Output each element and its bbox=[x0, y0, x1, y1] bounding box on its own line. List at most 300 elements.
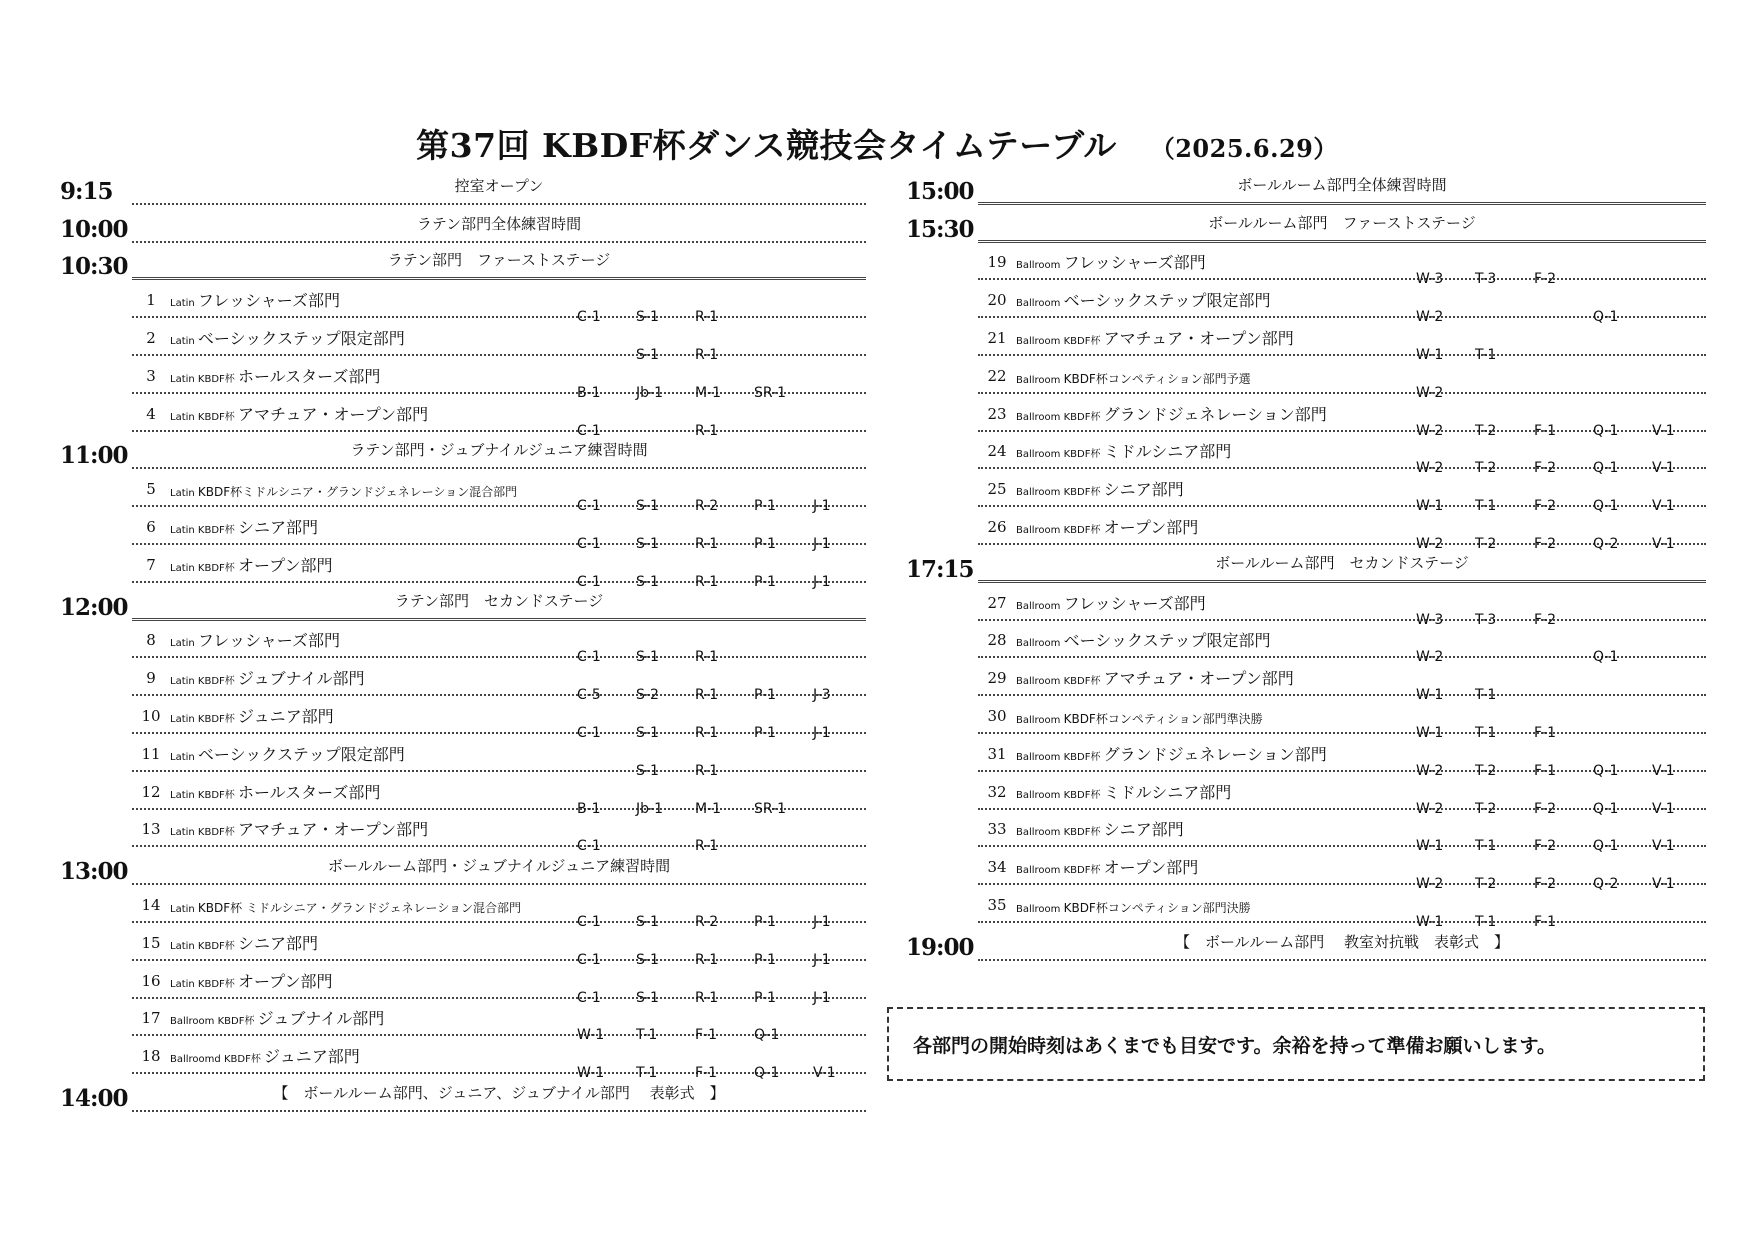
event-prefix: KBDF杯 bbox=[1063, 865, 1104, 877]
row-body bbox=[132, 621, 866, 666]
dance-heat: F-2 bbox=[1534, 535, 1557, 552]
section-label: 【 ボールルーム部門、ジュニア、ジュブナイル部門 表彰式 】 bbox=[273, 1083, 725, 1102]
dance-heat: T-1 bbox=[1475, 498, 1497, 515]
dance-heat: P-1 bbox=[754, 687, 777, 704]
event-style: Ballroom bbox=[1016, 600, 1064, 612]
event-row bbox=[60, 885, 866, 930]
event-row bbox=[60, 999, 866, 1044]
event-name: ベーシックステップ限定部門 bbox=[197, 744, 405, 764]
event-number: 19 bbox=[987, 253, 1007, 272]
event-name: ベーシックステップ限定部門 bbox=[1063, 291, 1271, 311]
dance-heat: V-1 bbox=[1652, 838, 1675, 855]
event-number: 3 bbox=[146, 366, 156, 385]
event-style: Latin bbox=[170, 751, 198, 763]
event-category bbox=[170, 780, 380, 803]
row-body bbox=[132, 356, 866, 401]
event-name: シニア部門 bbox=[1103, 480, 1184, 500]
row-body bbox=[978, 432, 1706, 477]
dance-heat: W-2 bbox=[1416, 422, 1444, 439]
time-label: 13:00 bbox=[60, 858, 128, 886]
dance-heat: T-1 bbox=[1475, 346, 1497, 363]
event-category bbox=[1016, 855, 1198, 878]
event-name: アマチュア・オープン部門 bbox=[237, 820, 429, 840]
row-body bbox=[132, 696, 866, 741]
dance-heat: F-1 bbox=[695, 1065, 718, 1082]
event-name: アマチュア・オープン部門 bbox=[1103, 328, 1294, 348]
section-label: ラテン部門 セカンドステージ bbox=[394, 591, 604, 610]
dance-heat: W-1 bbox=[1416, 913, 1444, 930]
dance-heat: P-1 bbox=[754, 913, 777, 930]
dance-heat: J-1 bbox=[813, 951, 831, 968]
event-prefix: KBDF杯 bbox=[197, 978, 238, 990]
dance-heat: B-1 bbox=[577, 800, 601, 817]
dance-heat: J-3 bbox=[813, 687, 831, 704]
dance-heat: R-2 bbox=[695, 913, 719, 930]
event-category bbox=[170, 1006, 384, 1029]
row-body bbox=[978, 469, 1706, 515]
event-prefix: KBDF杯 bbox=[1063, 751, 1104, 763]
dance-heat: S-2 bbox=[636, 687, 659, 704]
dance-heat: Q-1 bbox=[1593, 762, 1619, 779]
event-number: 13 bbox=[141, 820, 161, 839]
event-prefix: KBDF杯コンペティション部門決勝 bbox=[1063, 900, 1251, 915]
event-category bbox=[170, 553, 333, 576]
event-row bbox=[60, 394, 866, 439]
event-row bbox=[60, 1036, 866, 1082]
row-body bbox=[132, 394, 866, 439]
dance-heat: T-1 bbox=[1475, 687, 1497, 704]
time-slot-row bbox=[60, 847, 866, 885]
row-body bbox=[132, 999, 866, 1044]
dance-heat: F-2 bbox=[1534, 460, 1557, 477]
event-number: 25 bbox=[987, 480, 1007, 499]
event-category bbox=[1016, 591, 1206, 614]
row-body bbox=[132, 885, 866, 930]
time-label: 19:00 bbox=[906, 933, 974, 961]
event-row bbox=[60, 923, 866, 968]
event-row bbox=[60, 356, 866, 401]
event-row bbox=[906, 583, 1706, 628]
event-style: Latin bbox=[170, 488, 198, 500]
event-category bbox=[1016, 817, 1184, 840]
row-body bbox=[132, 923, 866, 968]
event-number: 27 bbox=[987, 593, 1007, 612]
row-body bbox=[978, 545, 1706, 583]
dance-heat: T-2 bbox=[1475, 762, 1497, 779]
event-category bbox=[1016, 742, 1327, 765]
dance-heat: R-1 bbox=[695, 535, 719, 552]
dance-heat: F-2 bbox=[1534, 838, 1557, 855]
dance-heat: R-1 bbox=[695, 687, 719, 704]
row-body bbox=[978, 356, 1706, 401]
event-name: ホールスターズ部門 bbox=[237, 366, 381, 386]
dance-heat: J-1 bbox=[813, 573, 831, 590]
event-category bbox=[1016, 326, 1294, 349]
event-style: Latin bbox=[170, 411, 198, 423]
event-row bbox=[60, 658, 866, 704]
event-number: 7 bbox=[146, 555, 156, 574]
dance-heat: F-1 bbox=[1534, 724, 1557, 741]
row-body bbox=[132, 1036, 866, 1082]
section-label: ボールルーム部門・ジュブナイルジュニア練習時間 bbox=[327, 857, 671, 876]
section-label: ラテン部門全体練習時間 bbox=[416, 214, 582, 233]
dance-heat: T-2 bbox=[1475, 460, 1497, 477]
row-body bbox=[132, 734, 866, 779]
dance-heat: W-2 bbox=[1416, 460, 1444, 477]
dance-heat: F-2 bbox=[1534, 800, 1557, 817]
event-category bbox=[170, 288, 340, 311]
time-label: 12:00 bbox=[60, 593, 128, 621]
dance-heat: C-5 bbox=[577, 687, 601, 704]
time-slot-row bbox=[60, 432, 866, 470]
section-label: ボールルーム部門 セカンドステージ bbox=[1215, 553, 1469, 572]
dance-heat: S-1 bbox=[636, 498, 659, 515]
dance-heat: F-2 bbox=[1534, 876, 1557, 893]
event-name: ジュブナイル部門 bbox=[237, 669, 365, 689]
event-row bbox=[60, 696, 866, 741]
time-label: 15:00 bbox=[906, 177, 974, 205]
event-name: シニア部門 bbox=[1103, 820, 1184, 840]
dance-heat: M-1 bbox=[695, 800, 722, 817]
dance-heat: C-1 bbox=[577, 724, 601, 741]
dance-heat: R-1 bbox=[695, 762, 719, 779]
event-name: フレッシャーズ部門 bbox=[1063, 253, 1206, 273]
dance-heat: J-1 bbox=[813, 989, 831, 1006]
dance-heat: C-1 bbox=[577, 838, 601, 855]
event-style: Latin bbox=[170, 978, 198, 990]
event-style: Latin bbox=[170, 827, 198, 839]
dance-heat: T-1 bbox=[1475, 838, 1497, 855]
dance-heat: W-2 bbox=[1416, 762, 1444, 779]
event-prefix: KBDF杯 bbox=[1063, 449, 1104, 461]
dance-heat: W-1 bbox=[1416, 346, 1444, 363]
row-body bbox=[978, 658, 1706, 704]
dance-heat: C-1 bbox=[577, 951, 601, 968]
dance-heat: F-2 bbox=[1534, 271, 1557, 288]
time-slot-row bbox=[60, 1074, 866, 1112]
event-category bbox=[170, 481, 517, 500]
time-label: 10:30 bbox=[60, 253, 128, 281]
row-body bbox=[978, 243, 1706, 288]
row-body bbox=[978, 923, 1706, 961]
event-prefix: KBDF杯 bbox=[197, 713, 238, 725]
row-body bbox=[132, 469, 866, 515]
event-number: 23 bbox=[987, 404, 1007, 423]
event-number: 17 bbox=[141, 1009, 161, 1028]
event-row bbox=[906, 280, 1706, 326]
event-category bbox=[1016, 780, 1231, 803]
event-style: Ballroom bbox=[1016, 903, 1064, 915]
event-prefix: KBDF杯 bbox=[1063, 487, 1104, 499]
event-number: 15 bbox=[141, 933, 161, 952]
dance-heat: Q-2 bbox=[1593, 876, 1619, 893]
event-row bbox=[906, 847, 1706, 893]
event-row bbox=[60, 621, 866, 666]
row-body bbox=[132, 583, 866, 621]
event-number: 1 bbox=[146, 291, 156, 310]
event-name: オープン部門 bbox=[1103, 517, 1199, 537]
row-body bbox=[132, 507, 866, 552]
section-label: 【 ボールルーム部門 教室対抗戦 表彰式 】 bbox=[1174, 932, 1510, 951]
event-row bbox=[60, 280, 866, 326]
dance-heat: C-1 bbox=[577, 309, 601, 326]
time-slot-row bbox=[60, 583, 866, 621]
event-style: Ballroomd bbox=[170, 1054, 224, 1066]
event-category bbox=[1016, 368, 1251, 387]
event-row bbox=[906, 394, 1706, 439]
time-slot-row bbox=[906, 167, 1706, 205]
event-style: Latin bbox=[170, 335, 198, 347]
event-style: Latin bbox=[170, 903, 198, 915]
event-style: Ballroom bbox=[1016, 789, 1064, 801]
row-body bbox=[132, 658, 866, 704]
row-body bbox=[978, 885, 1706, 930]
dance-heat: Q-1 bbox=[1593, 498, 1619, 515]
section-label: ボールルーム部門 ファーストステージ bbox=[1208, 213, 1476, 232]
event-category bbox=[1016, 897, 1251, 916]
dance-heat: W-1 bbox=[1416, 498, 1444, 515]
row-body bbox=[978, 696, 1706, 741]
dance-heat: S-1 bbox=[636, 573, 659, 590]
dance-heat: T-1 bbox=[1475, 724, 1497, 741]
dance-heat: Q-1 bbox=[754, 1027, 780, 1044]
event-number: 4 bbox=[146, 404, 156, 423]
event-category bbox=[170, 364, 380, 387]
dance-heat: Jb-1 bbox=[636, 384, 663, 401]
dance-heat: J-1 bbox=[813, 724, 831, 741]
event-prefix: KBDF杯 bbox=[197, 373, 238, 385]
time-label: 10:00 bbox=[60, 215, 128, 243]
time-slot-row bbox=[60, 205, 866, 243]
event-number: 20 bbox=[987, 291, 1007, 310]
event-prefix: KBDF杯 bbox=[197, 940, 238, 952]
row-body bbox=[132, 810, 866, 855]
event-name: ジュニア部門 bbox=[237, 706, 334, 726]
event-style: Latin bbox=[170, 713, 198, 725]
event-row bbox=[60, 507, 866, 552]
event-prefix: KBDF杯 bbox=[197, 524, 238, 536]
event-number: 26 bbox=[987, 517, 1007, 536]
event-number: 28 bbox=[987, 631, 1007, 650]
right-schedule-column bbox=[906, 167, 1706, 961]
dance-heat: Q-1 bbox=[754, 1065, 780, 1082]
event-row bbox=[906, 772, 1706, 817]
dance-heat: P-1 bbox=[754, 535, 777, 552]
dance-heat: T-2 bbox=[1475, 876, 1497, 893]
event-style: Latin bbox=[170, 940, 198, 952]
dance-heat: B-1 bbox=[577, 384, 601, 401]
dance-heat: T-3 bbox=[1475, 611, 1497, 628]
event-prefix: KBDF杯ミドルシニア・グランドジェネレーション混合部門 bbox=[197, 485, 518, 500]
event-name: ミドルシニア部門 bbox=[1103, 442, 1232, 462]
event-prefix: KBDF杯 bbox=[197, 676, 238, 688]
dance-heat: R-1 bbox=[695, 724, 719, 741]
dance-heat: T-1 bbox=[636, 1065, 658, 1082]
event-category bbox=[170, 515, 318, 538]
dance-heat: Q-2 bbox=[1593, 535, 1619, 552]
dance-heat: Q-1 bbox=[1593, 309, 1619, 326]
event-prefix: KBDF杯コンペティション部門予選 bbox=[1063, 371, 1251, 386]
event-style: Ballroom bbox=[1016, 524, 1064, 536]
row-body bbox=[978, 810, 1706, 855]
event-category bbox=[1016, 628, 1270, 651]
dance-heat: W-2 bbox=[1416, 800, 1444, 817]
dance-heat: W-2 bbox=[1416, 535, 1444, 552]
dance-heat: P-1 bbox=[754, 724, 777, 741]
event-style: Ballroom bbox=[1016, 335, 1064, 347]
dance-heat: W-1 bbox=[1416, 724, 1444, 741]
row-body bbox=[978, 772, 1706, 817]
row-body bbox=[978, 583, 1706, 628]
dance-heat: W-3 bbox=[1416, 611, 1444, 628]
dance-heat: W-2 bbox=[1416, 309, 1444, 326]
event-row bbox=[60, 734, 866, 779]
dance-heat: S-1 bbox=[636, 309, 659, 326]
event-name: オープン部門 bbox=[237, 971, 333, 991]
dance-heat: R-1 bbox=[695, 838, 719, 855]
event-style: Ballroom bbox=[1016, 260, 1064, 272]
event-number: 2 bbox=[146, 328, 156, 347]
time-slot-row bbox=[906, 205, 1706, 243]
section-label: ラテン部門 ファーストステージ bbox=[387, 251, 611, 270]
event-number: 24 bbox=[987, 442, 1007, 461]
dance-heat: M-1 bbox=[695, 384, 722, 401]
time-slot-row bbox=[906, 923, 1706, 961]
event-prefix: KBDF杯 bbox=[1063, 676, 1104, 688]
dance-heat: C-1 bbox=[577, 913, 601, 930]
time-label: 17:15 bbox=[906, 555, 974, 583]
row-body bbox=[132, 243, 866, 281]
event-category bbox=[1016, 477, 1184, 500]
event-name: ミドルシニア部門 bbox=[1103, 782, 1232, 802]
event-style: Ballroom bbox=[1016, 751, 1064, 763]
dance-heat: V-1 bbox=[1652, 498, 1675, 515]
row-body bbox=[132, 545, 866, 590]
dance-heat: R-1 bbox=[695, 989, 719, 1006]
dance-heat: J-1 bbox=[813, 498, 831, 515]
event-category bbox=[170, 969, 333, 992]
event-row bbox=[60, 961, 866, 1006]
event-style: Latin bbox=[170, 638, 198, 650]
dance-heat: F-1 bbox=[1534, 913, 1557, 930]
event-number: 10 bbox=[141, 706, 161, 725]
event-prefix: KBDF杯 bbox=[197, 411, 238, 423]
left-schedule-column bbox=[60, 167, 866, 1112]
dance-heat: F-1 bbox=[1534, 762, 1557, 779]
event-number: 5 bbox=[146, 480, 156, 499]
event-style: Ballroom bbox=[1016, 865, 1064, 877]
event-row bbox=[906, 810, 1706, 855]
event-category bbox=[1016, 288, 1270, 311]
row-body bbox=[132, 280, 866, 326]
event-row bbox=[906, 356, 1706, 401]
dance-heat: F-2 bbox=[1534, 611, 1557, 628]
event-prefix: KBDF杯 bbox=[1063, 827, 1104, 839]
row-body bbox=[132, 432, 866, 470]
page-title bbox=[0, 120, 1754, 167]
event-row bbox=[906, 469, 1706, 515]
event-name: オープン部門 bbox=[237, 555, 333, 575]
event-name: ホールスターズ部門 bbox=[237, 782, 381, 802]
event-category bbox=[170, 704, 334, 727]
section-label: ボールルーム部門全体練習時間 bbox=[1237, 175, 1447, 194]
event-name: グランドジェネレーション部門 bbox=[1103, 404, 1327, 424]
event-row bbox=[906, 432, 1706, 477]
dance-heat: T-1 bbox=[1475, 913, 1497, 930]
dance-heat: T-2 bbox=[1475, 535, 1497, 552]
event-category bbox=[1016, 250, 1206, 273]
event-row bbox=[906, 658, 1706, 704]
event-style: Latin bbox=[170, 373, 198, 385]
event-row bbox=[906, 885, 1706, 930]
dance-heat: C-1 bbox=[577, 989, 601, 1006]
event-category bbox=[170, 817, 428, 840]
event-category bbox=[170, 326, 405, 349]
dance-heat: R-1 bbox=[695, 309, 719, 326]
event-style: Ballroom bbox=[1016, 676, 1064, 688]
event-name: フレッシャーズ部門 bbox=[1063, 593, 1206, 613]
event-row bbox=[60, 318, 866, 363]
dance-heat: C-1 bbox=[577, 573, 601, 590]
dance-heat: V-1 bbox=[1652, 460, 1675, 477]
dance-heat: S-1 bbox=[636, 724, 659, 741]
event-row bbox=[60, 810, 866, 855]
dance-heat: W-2 bbox=[1416, 876, 1444, 893]
row-body bbox=[132, 205, 866, 243]
dance-heat: Jb-1 bbox=[636, 800, 663, 817]
event-name: シニア部門 bbox=[237, 933, 318, 953]
event-style: Latin bbox=[170, 789, 198, 801]
event-number: 16 bbox=[141, 971, 161, 990]
event-category bbox=[170, 666, 365, 689]
dance-heat: V-1 bbox=[1652, 762, 1675, 779]
event-prefix: KBDF杯 bbox=[223, 1054, 265, 1066]
event-row bbox=[60, 469, 866, 515]
row-body bbox=[132, 1074, 866, 1112]
dance-heat: J-1 bbox=[813, 535, 831, 552]
dance-heat: F-1 bbox=[1534, 422, 1557, 439]
dance-heat: R-1 bbox=[695, 649, 719, 666]
event-category bbox=[170, 1044, 360, 1067]
event-name: ジュブナイル部門 bbox=[257, 1009, 385, 1029]
event-style: Ballroom bbox=[1016, 638, 1064, 650]
dance-heat: R-1 bbox=[695, 573, 719, 590]
row-body bbox=[978, 205, 1706, 243]
event-style: Ballroom bbox=[1016, 827, 1064, 839]
event-category bbox=[1016, 402, 1327, 425]
event-style: Ballroom bbox=[1016, 374, 1064, 386]
dance-heat: V-1 bbox=[1652, 422, 1675, 439]
dance-heat: T-1 bbox=[636, 1027, 658, 1044]
event-row bbox=[906, 734, 1706, 779]
dance-heat: R-1 bbox=[695, 422, 719, 439]
notice-text: 各部門の開始時刻はあくまでも目安です。余裕を持って準備お願いします。 bbox=[913, 1034, 1556, 1057]
row-body bbox=[132, 772, 866, 817]
event-number: 32 bbox=[987, 782, 1007, 801]
event-number: 22 bbox=[987, 366, 1007, 385]
event-style: Ballroom bbox=[1016, 487, 1064, 499]
event-style: Latin bbox=[170, 676, 198, 688]
dance-heat: Q-1 bbox=[1593, 649, 1619, 666]
time-slot-row bbox=[60, 167, 866, 205]
event-number: 6 bbox=[146, 517, 156, 536]
event-prefix: KBDF杯 bbox=[1063, 411, 1104, 423]
dance-heat: P-1 bbox=[754, 573, 777, 590]
dance-heat: W-2 bbox=[1416, 649, 1444, 666]
event-row bbox=[906, 621, 1706, 666]
event-name: ベーシックステップ限定部門 bbox=[1063, 631, 1271, 651]
dance-heat: V-1 bbox=[813, 1065, 836, 1082]
